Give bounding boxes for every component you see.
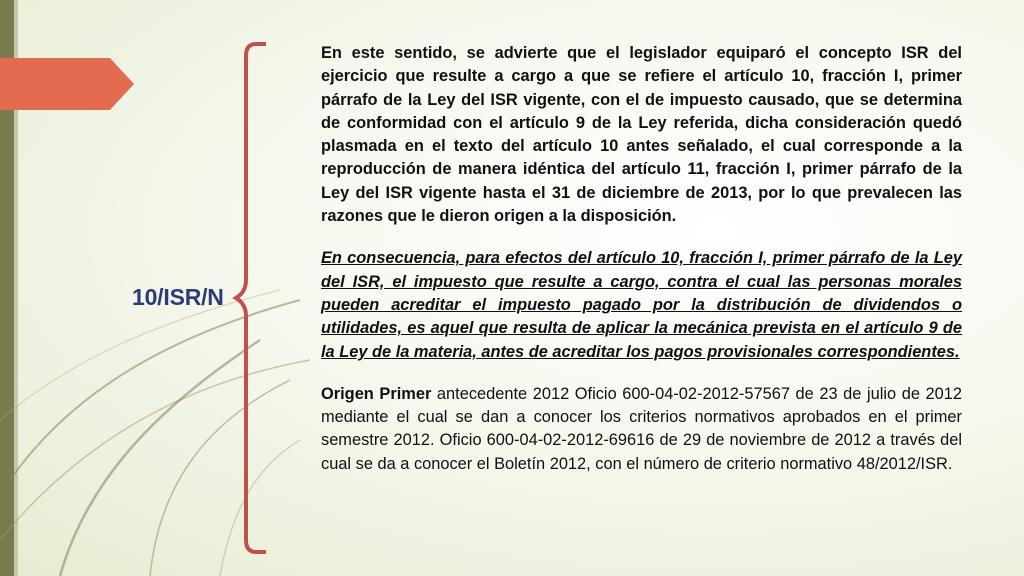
arrow-marker-icon <box>0 58 134 110</box>
paragraph-criterion: En consecuencia, para efectos del artículo 10, fracción I, primer párrafo de la Ley del ISR, el impuesto que resulte a cargo, contra el cual las personas morales pueden acreditar el impuesto pagado por la distribución de dividendos o utilidades, es aquel que resulta de aplicar la mecánica prevista en el artículo 9 de la Ley de la materia, antes de acreditar los pagos provisionales correspondientes. <box>321 249 962 361</box>
origin-text: antecedente 2012 Oficio 600-04-02-2012-57567 de 23 de julio de 2012 mediante el cual se dan a conocer los criterios normativos aprobados en el primer semestre 2012. Oficio 600-04-02-2012-69616 de 29 de noviembre de 2012 a través del cual se da a conocer el Boletín 2012, con el número de criterio normativo 48/2012/ISR. <box>321 384 962 473</box>
paragraph-origin <box>321 383 962 476</box>
criterion-text-block <box>321 42 962 495</box>
left-bracket-shape <box>230 40 290 556</box>
origin-label: Origen Primer <box>321 384 432 403</box>
paragraph-background: En este sentido, se advierte que el legislador equiparó el concepto ISR del ejercicio que resulte a cargo a que se refiere el artículo 10, fracción I, primer párrafo de la Ley del ISR vigente, con el de impuesto causado, que se determina de conformidad con el artículo 9 de la Ley referida, dicha consideración quedó plasmada en el texto del artículo 10 antes señalado, el cual corresponde a la reproducción de manera idéntica del artículo 11, fracción I, primer párrafo de la Ley del ISR vigente hasta el 31 de diciembre de 2013, por lo que prevalecen las razones que le dieron origen a la disposición. <box>321 44 962 226</box>
criterion-code-label: 10/ISR/N <box>132 284 224 310</box>
